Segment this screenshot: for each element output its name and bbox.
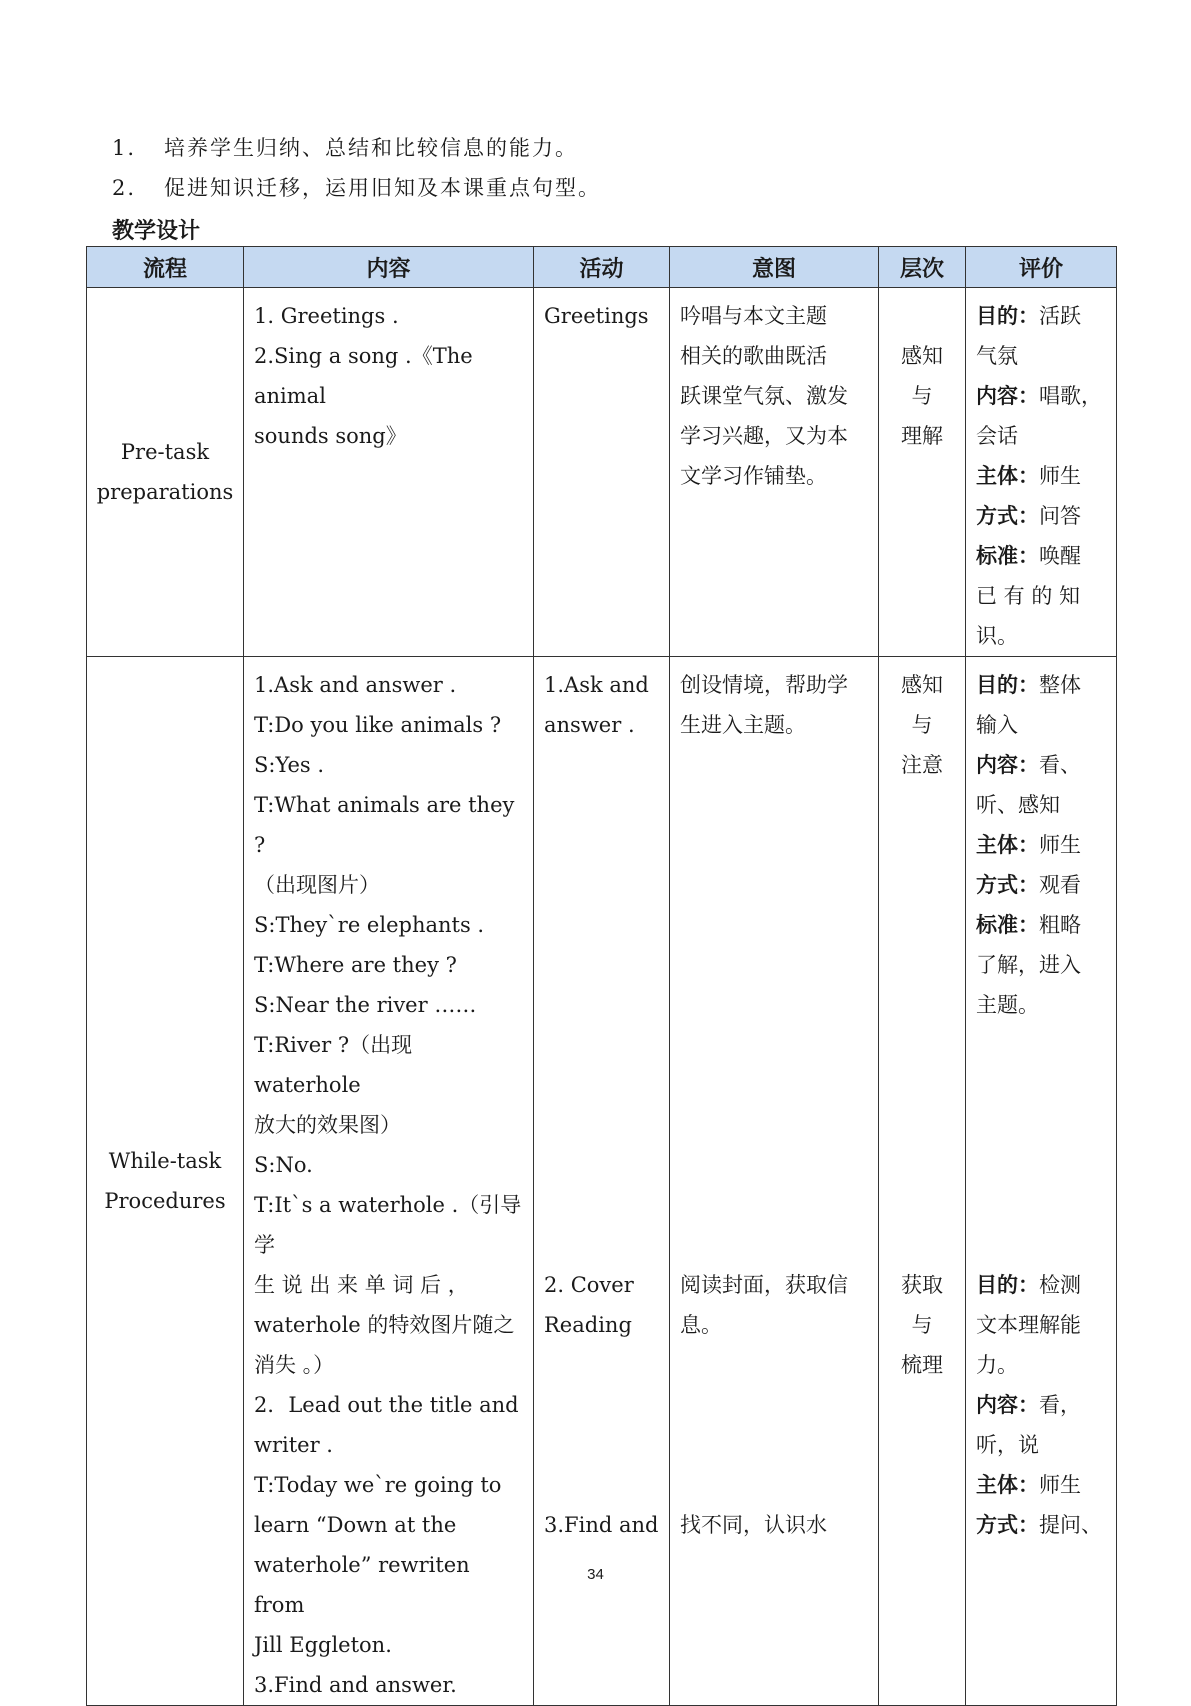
activity-block-find <box>544 1505 659 1545</box>
goal-list <box>112 128 601 208</box>
cell-line: S:No. <box>254 1153 313 1177</box>
level-cell <box>879 288 966 657</box>
evaluation-value: 了解，进入 <box>976 953 1081 977</box>
goal-item <box>112 128 601 168</box>
cell-line: While-task <box>108 1149 222 1173</box>
evaluation-line <box>976 1385 1106 1425</box>
cell-line: learn “Down at the <box>254 1513 457 1537</box>
header-level: 层次 <box>879 247 966 288</box>
eval-block-cover <box>976 1265 1106 1545</box>
cell-line: T:River ?（出现 waterhole <box>254 1033 413 1097</box>
cell-line: 注意 <box>901 753 943 777</box>
level-block-cover <box>889 1265 955 1385</box>
activity-cell <box>534 657 670 1706</box>
goal-text: 培养学生归纳、总结和比较信息的能力。 <box>164 136 578 160</box>
cell-line: 放大的效果图） <box>254 1113 401 1137</box>
header-intent: 意图 <box>670 247 879 288</box>
evaluation-key: 方式： <box>976 504 1039 528</box>
evaluation-line <box>976 825 1106 865</box>
content-cell <box>244 657 534 1706</box>
cell-line: （出现图片） <box>254 873 380 897</box>
evaluation-key: 目的： <box>976 1273 1039 1297</box>
evaluation-value: 观看 <box>1039 873 1081 897</box>
evaluation-value: 文本理解能 <box>976 1313 1081 1337</box>
evaluation-line <box>976 1305 1106 1345</box>
evaluation-key: 目的： <box>976 673 1039 697</box>
cell-line: answer . <box>544 713 635 737</box>
cell-line: S:Near the river …… <box>254 993 477 1017</box>
cell-line: 与 <box>911 713 933 737</box>
intent-block-ask <box>680 665 868 1265</box>
cell-line: 找不同，认识水 <box>680 1513 827 1537</box>
table-row <box>87 657 1117 1706</box>
content-block-ask <box>254 665 523 1385</box>
evaluation-line <box>976 576 1106 616</box>
intent-cell <box>670 288 879 657</box>
cell-line: 3.Find and <box>544 1513 659 1537</box>
evaluation-value: 检测 <box>1039 1273 1081 1297</box>
goal-text: 促进知识迁移，运用旧知及本课重点句型。 <box>164 176 601 200</box>
evaluation-line <box>976 665 1106 705</box>
evaluation-value: 主题。 <box>976 993 1039 1017</box>
evaluation-line <box>976 616 1106 656</box>
table-row <box>87 288 1117 657</box>
evaluation-line <box>976 496 1106 536</box>
cell-line: 感知 <box>901 344 943 368</box>
evaluation-value: 力。 <box>976 1353 1018 1377</box>
level-block-ask <box>889 665 955 1265</box>
page-number: 34 <box>587 1566 604 1583</box>
evaluation-key: 方式： <box>976 873 1039 897</box>
header-evaluation: 评价 <box>966 247 1117 288</box>
activity-cell <box>534 288 670 657</box>
stage-cell <box>87 657 244 1706</box>
cell-line: 息。 <box>680 1313 722 1337</box>
cell-line: 梳理 <box>901 1353 943 1377</box>
cell-line: T:It`s a waterhole .（引导学 <box>254 1193 522 1257</box>
cell-line: 创设情境，帮助学 <box>680 673 848 697</box>
cell-line: 与 <box>911 384 933 408</box>
evaluation-key: 内容： <box>976 1393 1039 1417</box>
evaluation-value: 已 有 的 知 <box>976 584 1081 608</box>
cell-line: Procedures <box>104 1189 226 1213</box>
eval-block-ask <box>976 665 1106 1265</box>
evaluation-value: 输入 <box>976 713 1018 737</box>
cell-line: 与 <box>911 1313 933 1337</box>
cell-line: T:Where are they ? <box>254 953 457 977</box>
evaluation-value: 看， <box>1039 1393 1081 1417</box>
intent-block-cover <box>680 1265 868 1505</box>
evaluation-value: 师生 <box>1039 1473 1081 1497</box>
cell-line: waterhole 的特效图片随之 <box>254 1313 515 1337</box>
content-block-find <box>254 1665 523 1705</box>
evaluation-line <box>976 985 1106 1025</box>
evaluation-line <box>976 456 1106 496</box>
table-header-row <box>87 247 1117 288</box>
cell-line: 文学习作铺垫。 <box>680 464 827 488</box>
evaluation-cell <box>966 288 1117 657</box>
cell-line: 1.Ask and <box>544 673 649 697</box>
evaluation-line <box>976 1265 1106 1305</box>
evaluation-line <box>976 1465 1106 1505</box>
evaluation-value: 整体 <box>1039 673 1081 697</box>
evaluation-line <box>976 336 1106 376</box>
goal-number: 1. <box>112 136 137 160</box>
cell-line: 2.Sing a song .《The animal <box>254 344 473 408</box>
cell-line: S:Yes . <box>254 753 325 777</box>
evaluation-key: 标准： <box>976 544 1039 568</box>
header-content: 内容 <box>244 247 534 288</box>
evaluation-line <box>976 865 1106 905</box>
cell-line: 2. Cover <box>544 1273 634 1297</box>
content-block-title <box>254 1385 523 1665</box>
activity-block-ask <box>544 665 659 1265</box>
cell-line: 学习兴趣，又为本 <box>680 424 848 448</box>
evaluation-key: 内容： <box>976 753 1039 777</box>
evaluation-line <box>976 905 1106 945</box>
evaluation-line <box>976 376 1106 416</box>
cell-line: 获取 <box>901 1273 943 1297</box>
cell-line: Jill Eggleton. <box>254 1633 392 1657</box>
evaluation-key: 标准： <box>976 913 1039 937</box>
evaluation-value: 粗略 <box>1039 913 1081 937</box>
level-cell <box>879 657 966 1706</box>
evaluation-line <box>976 785 1106 825</box>
evaluation-line <box>976 1345 1106 1385</box>
evaluation-value: 会话 <box>976 424 1018 448</box>
evaluation-key: 内容： <box>976 384 1039 408</box>
evaluation-line <box>976 1425 1106 1465</box>
cell-line: 跃课堂气氛、激发 <box>680 384 848 408</box>
content-cell <box>244 288 534 657</box>
cell-line: Reading <box>544 1313 632 1337</box>
goal-number: 2. <box>112 176 137 200</box>
cell-line: S:They`re elephants . <box>254 913 485 937</box>
evaluation-line <box>976 945 1106 985</box>
intent-block-find <box>680 1505 868 1545</box>
cell-line: T:What animals are they ? <box>254 793 515 857</box>
goal-item <box>112 168 601 208</box>
evaluation-value: 唤醒 <box>1039 544 1081 568</box>
evaluation-value: 唱歌， <box>1039 384 1102 408</box>
stage-cell <box>87 288 244 657</box>
evaluation-value: 提问、 <box>1039 1513 1102 1537</box>
evaluation-line <box>976 536 1106 576</box>
cell-line: waterhole” rewriten from <box>254 1553 470 1617</box>
header-process: 流程 <box>87 247 244 288</box>
evaluation-value: 问答 <box>1039 504 1081 528</box>
cell-line: 生 说 出 来 单 词 后 ， <box>254 1273 469 1297</box>
cell-line: writer . <box>254 1433 333 1457</box>
evaluation-key: 主体： <box>976 1473 1039 1497</box>
cell-line: 消失 。） <box>254 1353 335 1377</box>
evaluation-value: 识。 <box>976 624 1018 648</box>
evaluation-cell <box>966 657 1117 1706</box>
evaluation-line <box>976 745 1106 785</box>
section-title: 教学设计 <box>112 219 201 244</box>
evaluation-line <box>976 705 1106 745</box>
cell-line: 吟唱与本文主题 <box>680 304 827 328</box>
cell-line: 生进入主题。 <box>680 713 806 737</box>
evaluation-value: 师生 <box>1039 833 1081 857</box>
evaluation-key: 方式： <box>976 1513 1039 1537</box>
cell-line: preparations <box>96 480 234 504</box>
cell-line: 相关的歌曲既活 <box>680 344 827 368</box>
evaluation-value: 听，说 <box>976 1433 1039 1457</box>
cell-line: T:Today we`re going to <box>254 1473 502 1497</box>
evaluation-key: 目的： <box>976 304 1039 328</box>
evaluation-key: 主体： <box>976 464 1039 488</box>
cell-line: 2．Lead out the title and <box>254 1393 519 1417</box>
cell-line: 1.Ask and answer . <box>254 673 457 697</box>
cell-line: 1. Greetings . <box>254 304 399 328</box>
cell-line: Pre-task <box>120 440 210 464</box>
cell-line: sounds song》 <box>254 424 407 448</box>
evaluation-line <box>976 1505 1106 1545</box>
cell-line: 理解 <box>901 424 943 448</box>
header-activity: 活动 <box>534 247 670 288</box>
lesson-plan-table <box>86 246 1117 1706</box>
cell-line: T:Do you like animals ? <box>254 713 502 737</box>
intent-cell <box>670 657 879 1706</box>
evaluation-value: 听、感知 <box>976 793 1060 817</box>
evaluation-value: 活跃 <box>1039 304 1081 328</box>
evaluation-value: 看、 <box>1039 753 1081 777</box>
cell-line: 阅读封面，获取信 <box>680 1273 848 1297</box>
evaluation-value: 师生 <box>1039 464 1081 488</box>
evaluation-key: 主体： <box>976 833 1039 857</box>
evaluation-line <box>976 296 1106 336</box>
cell-line: 3.Find and answer. <box>254 1673 457 1697</box>
evaluation-value: 气氛 <box>976 344 1018 368</box>
evaluation-line <box>976 416 1106 456</box>
cell-line: 感知 <box>901 673 943 697</box>
cell-line: Greetings <box>544 304 649 328</box>
activity-block-cover <box>544 1265 659 1505</box>
